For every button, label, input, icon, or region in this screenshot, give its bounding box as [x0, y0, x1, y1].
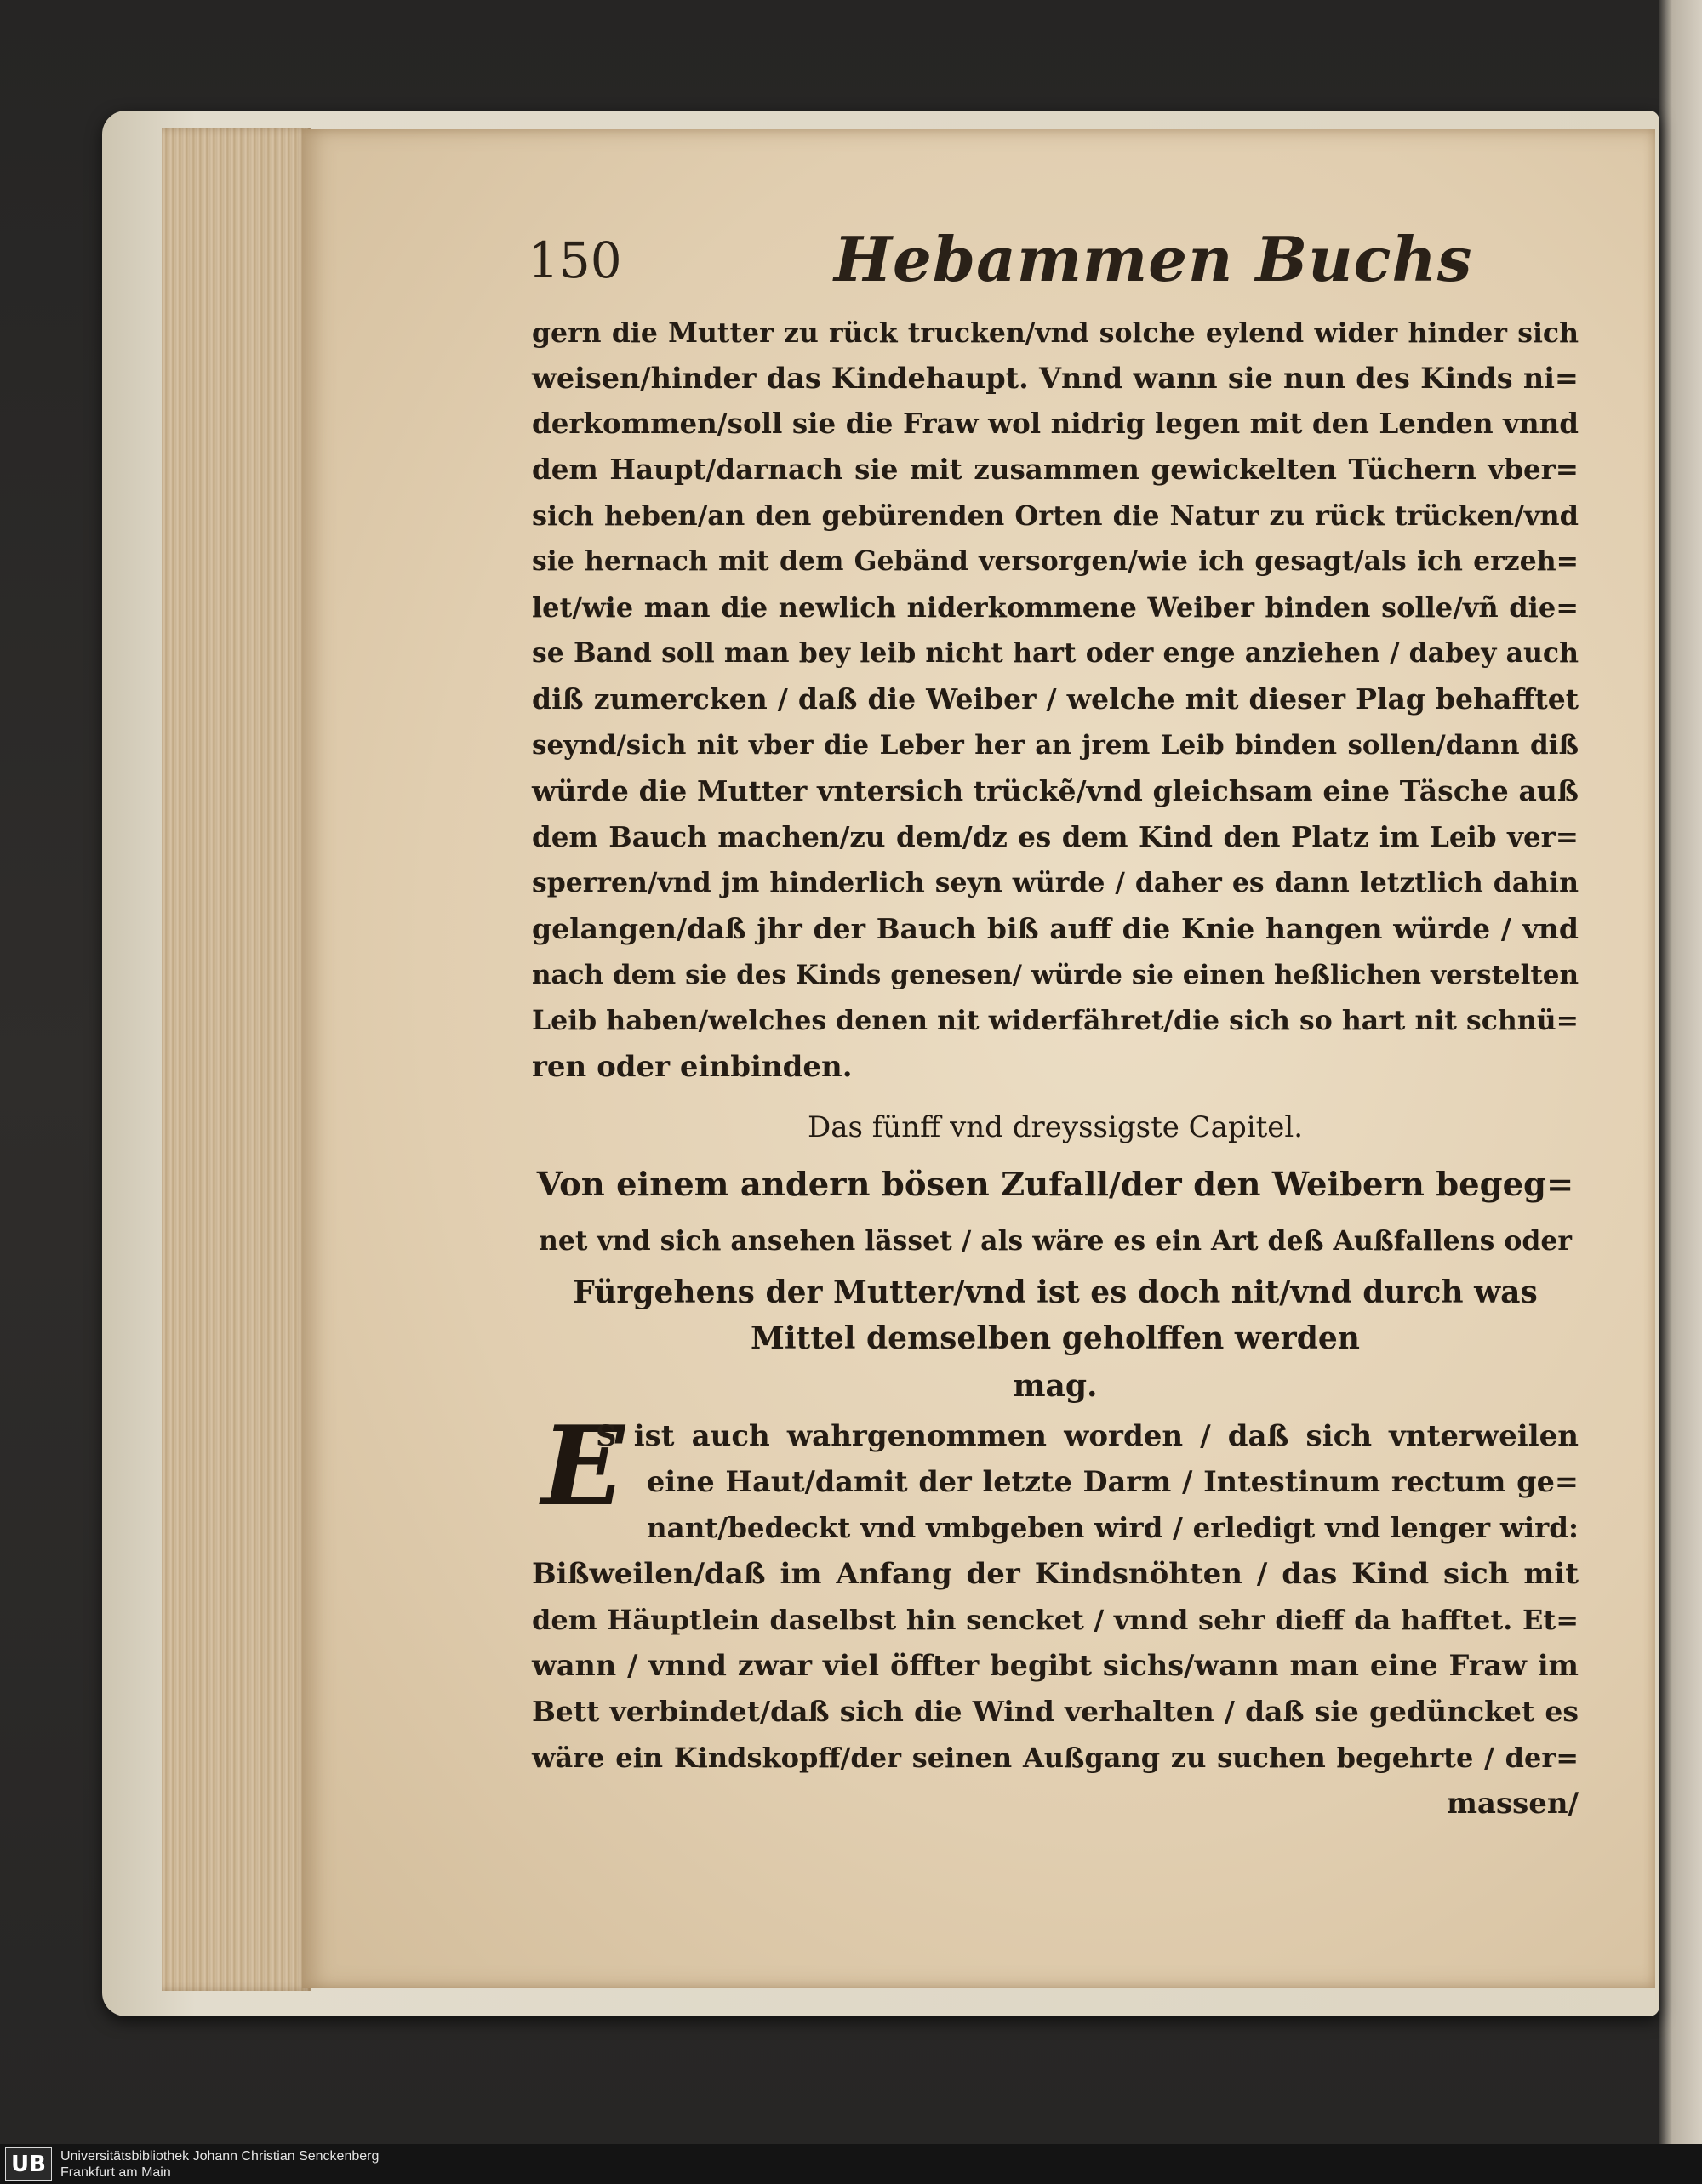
library-credit	[60, 2148, 379, 2181]
body-line: weisen/hinder das Kindehaupt. Vnnd wann sie nun des Kinds ni=	[532, 362, 1579, 395]
page-block-edge	[162, 128, 311, 1991]
drop-cap: E	[541, 1403, 625, 1531]
running-head: Hebammen Buchs	[834, 223, 1473, 295]
body-line: gern die Mutter zu rück trucken/vnd solche eylend wider hinder sich	[532, 317, 1579, 349]
body-line: let/wie man die newlich niderkommene Weiber binden solle/vñ die=	[532, 591, 1579, 624]
body-line: dem Haupt/darnach sie mit zusammen gewickelten Tüchern vber=	[532, 453, 1579, 486]
catchword: massen/	[1446, 1787, 1579, 1821]
paragraph-line: nant/bedeckt vnd vmbgeben wird / erledigt vnd lenger wird:	[647, 1511, 1579, 1544]
paragraph-line: eine Haut/damit der letzte Darm / Intestinum rectum ge=	[647, 1465, 1579, 1498]
body-line: derkommen/soll sie die Fraw wol nidrig legen mit den Lenden vnnd	[532, 407, 1579, 440]
body-line: seynd/sich nit vber die Leber her an jrem Leib binden sollen/dann diß	[532, 730, 1579, 761]
paragraph-line: Bett verbindet/daß sich die Wind verhalten / daß sie gedüncket es	[532, 1695, 1579, 1728]
body-line: se Band soll man bey leib nicht hart oder enge anziehen / dabey auch	[532, 637, 1579, 669]
paragraph-line: wann / vnnd zwar viel öffter begibt sichs/wann man eine Fraw im	[532, 1649, 1579, 1682]
body-line: Leib haben/welches denen nit widerfähret/die sich so hart nit schnü=	[532, 1005, 1579, 1036]
ub-logo-text: UB	[11, 2151, 46, 2177]
body-line: ren oder einbinden.	[532, 1050, 853, 1084]
chapter-title-line: Fürgehens der Mutter/vnd ist es doch nit/vnd durch was	[573, 1274, 1538, 1310]
chapter-title-line: Von einem andern bösen Zufall/der den Weibern begeg=	[536, 1166, 1574, 1204]
page-number: 150	[528, 231, 622, 289]
body-line: sperren/vnd jm hinderlich seyn würde / daher es dann letztlich dahin	[532, 867, 1579, 898]
chapter-title-line: net vnd sich ansehen lässet / als wäre es ein Art deß Außfallens oder	[538, 1225, 1572, 1257]
chapter-label: Das fünff vnd dreyssigste Capitel.	[807, 1110, 1304, 1144]
body-line: nach dem sie des Kinds genesen/ würde sie einen heßlichen verstelten	[532, 960, 1579, 990]
paragraph-line: wäre ein Kindskopff/der seinen Außgang zu suchen begehrte / der=	[532, 1742, 1579, 1774]
body-line: dem Bauch machen/zu dem/dz es dem Kind den Platz im Leib ver=	[532, 820, 1579, 853]
paragraph-line: dem Häuptlein daselbst hin sencket / vnnd sehr dieff da hafftet. Et=	[532, 1604, 1579, 1636]
body-line: diß zumercken / daß die Weiber / welche mit dieser Plag behafftet	[532, 682, 1579, 716]
chapter-title-line: Mittel demselben geholffen werden	[751, 1320, 1360, 1356]
body-line: sie hernach mit dem Gebänd versorgen/wie ich gesagt/als ich erzeh=	[532, 545, 1579, 577]
footer-bar	[0, 2144, 1702, 2184]
paragraph-line: Bißweilen/daß im Anfang der Kindsnöhten / das Kind sich mit	[532, 1557, 1579, 1591]
next-page-edge	[1659, 0, 1702, 2144]
body-line: würde die Mutter vntersich trückẽ/vnd gleichsam eine Täsche auß	[532, 774, 1579, 807]
library-name: Universitätsbibliothek Johann Christian Senckenberg	[60, 2148, 380, 2164]
body-line: sich heben/an den gebürenden Orten die Natur zu rück trücken/vnd	[532, 499, 1579, 532]
body-line: gelangen/daß jhr der Bauch biß auff die Knie hangen würde / vnd	[532, 912, 1579, 945]
ub-logo[interactable]	[5, 2147, 52, 2181]
library-city: Frankfurt am Main	[60, 2164, 171, 2180]
chapter-title-line: mag.	[1013, 1368, 1098, 1404]
paragraph-line: S ist auch wahrgenommen worden / daß sich vnterweilen	[596, 1419, 1579, 1453]
